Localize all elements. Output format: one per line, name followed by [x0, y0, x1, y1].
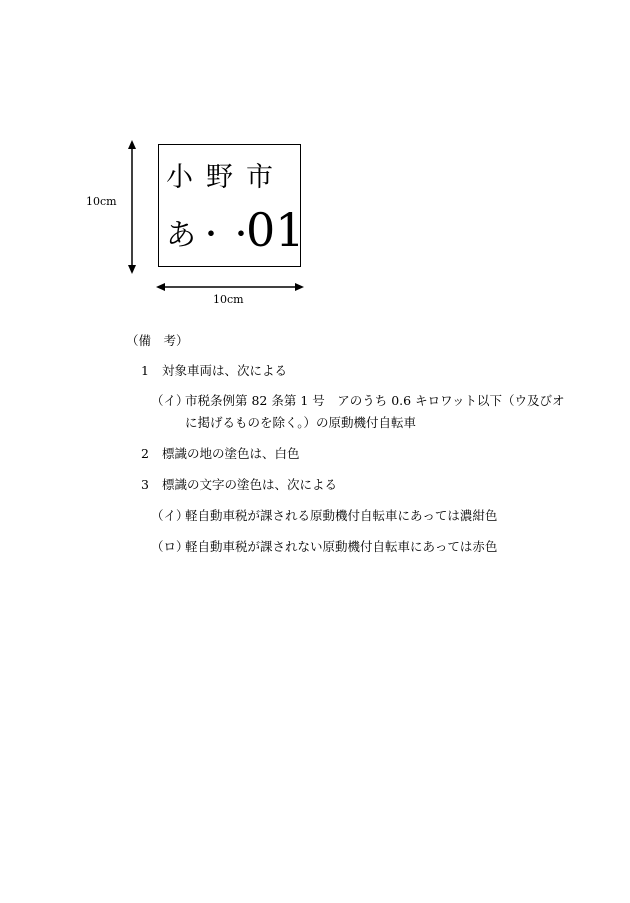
item1-sub-line1: 市税条例第 82 条第 1 号 アのうち 0.6 キロワット以下（ウ及びオ [185, 393, 565, 408]
item3-number: 3 [141, 477, 149, 492]
item1-text: 対象車両は、次による [162, 363, 288, 378]
plate-number: 01 [246, 203, 305, 257]
plate-kana: あ・・ [166, 218, 256, 253]
item2-number: 2 [141, 446, 149, 461]
height-dimension-arrow [124, 140, 140, 274]
item2-text: 標識の地の塗色は、白色 [162, 446, 300, 461]
width-label: 10cm [213, 293, 244, 306]
item3-sub2-label: （ロ） [151, 539, 189, 554]
plate-sample [158, 144, 305, 267]
width-dimension-arrow [156, 280, 304, 294]
item1-sub-label: （イ） [151, 393, 189, 408]
item1-number: 1 [141, 363, 149, 378]
plate-city-name: 小野市 [166, 162, 286, 193]
height-label: 10cm [86, 195, 117, 208]
item3-sub1-label: （イ） [151, 508, 189, 523]
item3-sub1-text: 軽自動車税が課される原動機付自転車にあっては濃紺色 [185, 508, 498, 523]
item3-text: 標識の文字の塗色は、次による [162, 477, 338, 492]
remarks-heading: （備 考） [126, 333, 189, 348]
item3-sub2-text: 軽自動車税が課されない原動機付自転車にあっては赤色 [185, 539, 498, 554]
item1-sub-line2: に掲げるものを除く。）の原動機付自転車 [185, 415, 417, 430]
